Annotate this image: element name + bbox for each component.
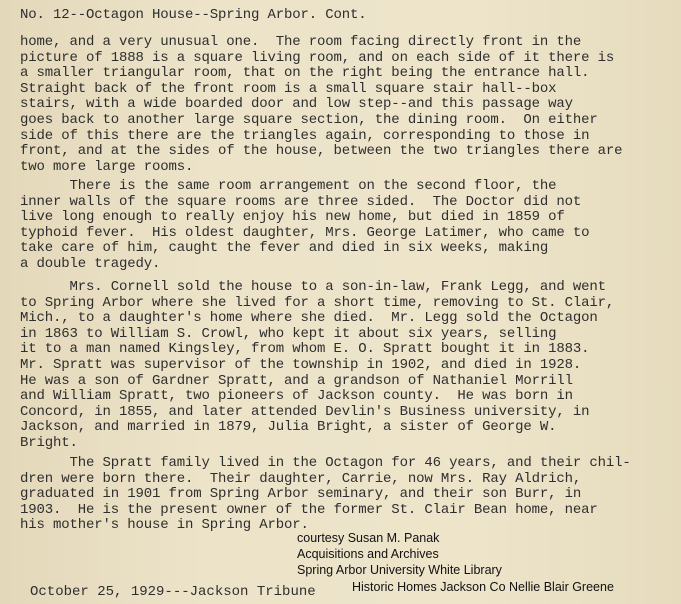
text-line: his mother's house in Spring Arbor. bbox=[20, 517, 309, 534]
credits-block bbox=[297, 530, 502, 578]
text-line: live long enough to really enjoy his new home, but died in 1859 of bbox=[20, 209, 565, 226]
text-line: and William Spratt, two pioneers of Jackson county. He was born in bbox=[20, 388, 573, 405]
text-line: Mich., to a daughter's home where she died. Mr. Legg sold the Octagon bbox=[20, 310, 598, 327]
text-line: to Spring Arbor where she lived for a short time, removing to St. Clair, bbox=[20, 294, 615, 311]
text-line: Concord, in 1855, and later attended Devlin's Business university, in bbox=[20, 403, 590, 420]
text-line: graduated in 1901 from Spring Arbor seminary, and their son Burr, in bbox=[20, 486, 582, 503]
credit-line: Acquisitions and Archives bbox=[297, 547, 439, 561]
text-line: it to a man named Kingsley, from whom E. O. Spratt bought it in 1883. bbox=[20, 341, 590, 358]
text-line: take care of him, caught the fever and died in six weeks, making bbox=[20, 240, 549, 257]
text-line: front, and at the sides of the house, between the two triangles there are bbox=[20, 143, 623, 160]
text-line: dren were born there. Their daughter, Carrie, now Mrs. Ray Aldrich, bbox=[20, 470, 582, 487]
text-line: two more large rooms. bbox=[20, 158, 194, 175]
credit-line: courtesy Susan M. Panak bbox=[297, 531, 440, 545]
footer-date: October 25, 1929---Jackson Tribune bbox=[30, 584, 316, 600]
footer-source: Historic Homes Jackson Co Nellie Blair Greene bbox=[352, 580, 614, 594]
text-line: Jackson, and married in 1879, Julia Bright, a sister of George W. bbox=[20, 419, 557, 436]
text-line: typhoid fever. His oldest daughter, Mrs. George Latimer, who came to bbox=[20, 224, 590, 241]
text-line: home, and a very unusual one. The room facing directly front in the bbox=[20, 34, 582, 50]
text-line: a smaller triangular room, that on the right being the entrance hall. bbox=[20, 65, 590, 82]
text-line: in 1863 to William S. Crowl, who kept it about six years, selling bbox=[20, 325, 557, 342]
text-line: Bright. bbox=[20, 434, 78, 451]
paragraph bbox=[20, 456, 675, 534]
paragraph bbox=[20, 35, 675, 175]
text-line: Mr. Spratt was supervisor of the township in 1902, and died in 1928. bbox=[20, 356, 582, 373]
text-line: goes back to another large square section, the dining room. On either bbox=[20, 111, 598, 128]
text-line: side of this there are the triangles again, corresponding to those in bbox=[20, 127, 590, 144]
text-line: The Spratt family lived in the Octagon for 46 years, and their chil- bbox=[20, 455, 631, 471]
credit-line: Spring Arbor University White Library bbox=[297, 563, 502, 577]
text-line: Mrs. Cornell sold the house to a son-in-law, Frank Legg, and went bbox=[20, 279, 606, 295]
paragraph bbox=[20, 179, 675, 273]
document-header: No. 12--Octagon House--Spring Arbor. Cont. bbox=[20, 7, 367, 23]
text-line: Straight back of the front room is a small square stair hall--box bbox=[20, 80, 557, 97]
text-line: picture of 1888 is a square living room, and on each side of it there is bbox=[20, 49, 615, 66]
text-line: a double tragedy. bbox=[20, 255, 161, 272]
text-line: 1903. He is the present owner of the former St. Clair Bean home, near bbox=[20, 501, 598, 518]
text-line: There is the same room arrangement on the second floor, the bbox=[20, 178, 557, 194]
paragraph bbox=[20, 280, 675, 452]
text-line: inner walls of the square rooms are three sided. The Doctor did not bbox=[20, 193, 582, 210]
text-line: He was a son of Gardner Spratt, and a grandson of Nathaniel Morrill bbox=[20, 372, 573, 389]
text-line: stairs, with a wide boarded door and low step--and this passage way bbox=[20, 96, 573, 113]
